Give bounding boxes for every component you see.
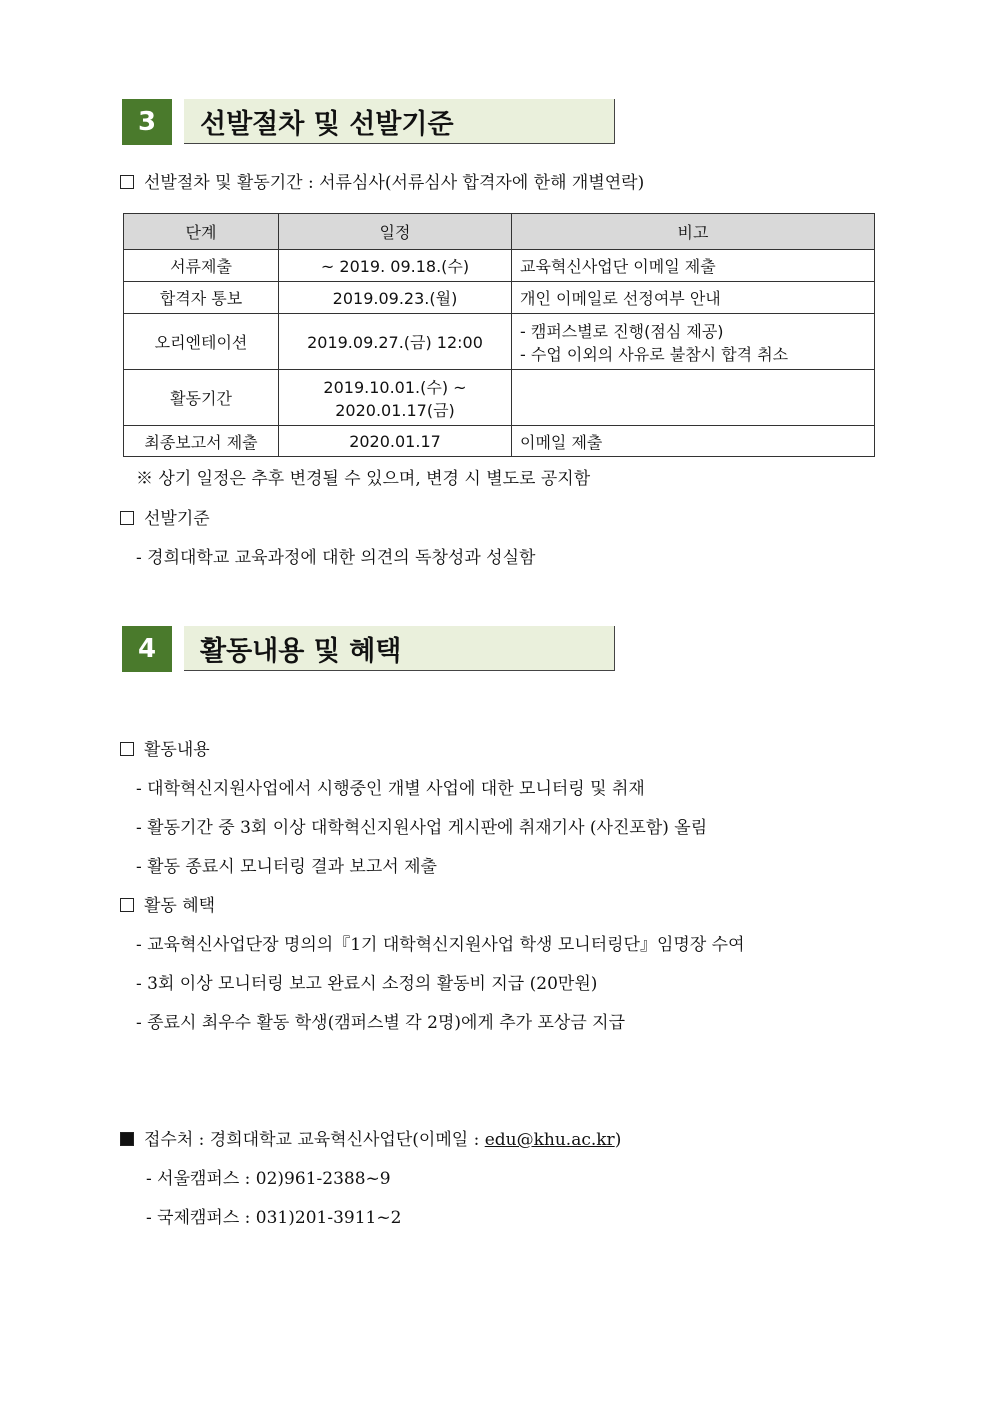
checkbox-icon [120,175,134,189]
cell-stage: 서류제출 [124,250,279,282]
table-header-row [124,214,875,250]
footnote: ※ 상기 일정은 추후 변경될 수 있으며, 변경 시 별도로 공지함 [136,469,591,489]
seoul-contact: - 서울캠퍼스 : 02)961-2388~9 [146,1169,391,1189]
benefit-heading [120,891,215,916]
section-number: 3 [122,99,172,145]
criteria-item: - 경희대학교 교육과정에 대한 의견의 독창성과 성실함 [136,548,536,568]
list-item: - 3회 이상 모니터링 보고 완료시 소정의 활동비 지급 (20만원) [136,974,598,994]
list-item: - 대학혁신지원사업에서 시행중인 개별 사업에 대한 모니터링 및 취재 [136,779,645,799]
section-4-header [122,626,615,672]
cell-note: 교육혁신사업단 이메일 제출 [512,250,875,282]
benefit-heading-text: 활동 혜택 [144,896,216,916]
list-item: - 종료시 최우수 활동 학생(캠퍼스별 각 2명)에게 추가 포상금 지급 [136,1013,626,1033]
cell-stage: 합격자 통보 [124,282,279,314]
criteria-heading-text: 선발기준 [144,509,210,529]
procedure-text: 선발절차 및 활동기간 : 서류심사(서류심사 합격자에 한해 개별연락) [144,173,645,193]
checkbox-icon [120,898,134,912]
cell-stage: 최종보고서 제출 [124,426,279,457]
checkbox-icon [120,742,134,756]
contact-prefix: 접수처 : 경희대학교 교육혁신사업단(이메일 : [144,1130,485,1150]
contact-line [120,1125,621,1150]
cell-date: ~ 2019. 09.18.(수) [279,250,512,282]
list-item: - 활동 종료시 모니터링 결과 보고서 제출 [136,857,437,877]
section-3-header [122,99,615,145]
checkbox-icon [120,511,134,525]
cell-date: 2019.09.23.(월) [279,282,512,314]
schedule-table [123,213,875,457]
global-contact: - 국제캠퍼스 : 031)201-3911~2 [146,1208,402,1228]
section-number: 4 [122,626,172,672]
cell-stage: 활동기간 [124,370,279,426]
header-stage: 단계 [124,214,279,250]
header-date: 일정 [279,214,512,250]
activity-heading-text: 활동내용 [144,740,210,760]
note-line: - 캠퍼스별로 진행(점심 제공) [520,321,724,341]
header-note: 비고 [512,214,875,250]
list-item: - 교육혁신사업단장 명의의『1기 대학혁신지원사업 학생 모니터링단』임명장 수여 [136,935,745,955]
section-title: 활동내용 및 혜택 [184,626,615,671]
table-row [124,370,875,426]
cell-date: 2019.09.27.(금) 12:00 [279,314,512,370]
table-row [124,426,875,457]
date-line: 2020.01.17(금) [335,400,455,420]
cell-note: 개인 이메일로 선정여부 안내 [512,282,875,314]
activity-heading [120,735,210,760]
note-line: - 수업 이외의 사유로 불참시 합격 취소 [520,344,789,364]
cell-note [512,370,875,426]
cell-note: 이메일 제출 [512,426,875,457]
cell-date [279,370,512,426]
table-row [124,282,875,314]
list-item: - 활동기간 중 3회 이상 대학혁신지원사업 게시판에 취재기사 (사진포함) 올림 [136,818,708,838]
table-row [124,250,875,282]
email-link[interactable]: edu@khu.ac.kr [484,1130,615,1150]
table-row [124,314,875,370]
procedure-line [120,168,644,193]
contact-suffix: ) [614,1130,622,1150]
section-title: 선발절차 및 선발기준 [184,99,615,144]
filled-square-icon [120,1132,134,1146]
cell-note [512,314,875,370]
criteria-heading [120,504,210,529]
cell-stage: 오리엔테이션 [124,314,279,370]
date-line: 2019.10.01.(수) ~ [323,377,467,397]
cell-date: 2020.01.17 [279,426,512,457]
